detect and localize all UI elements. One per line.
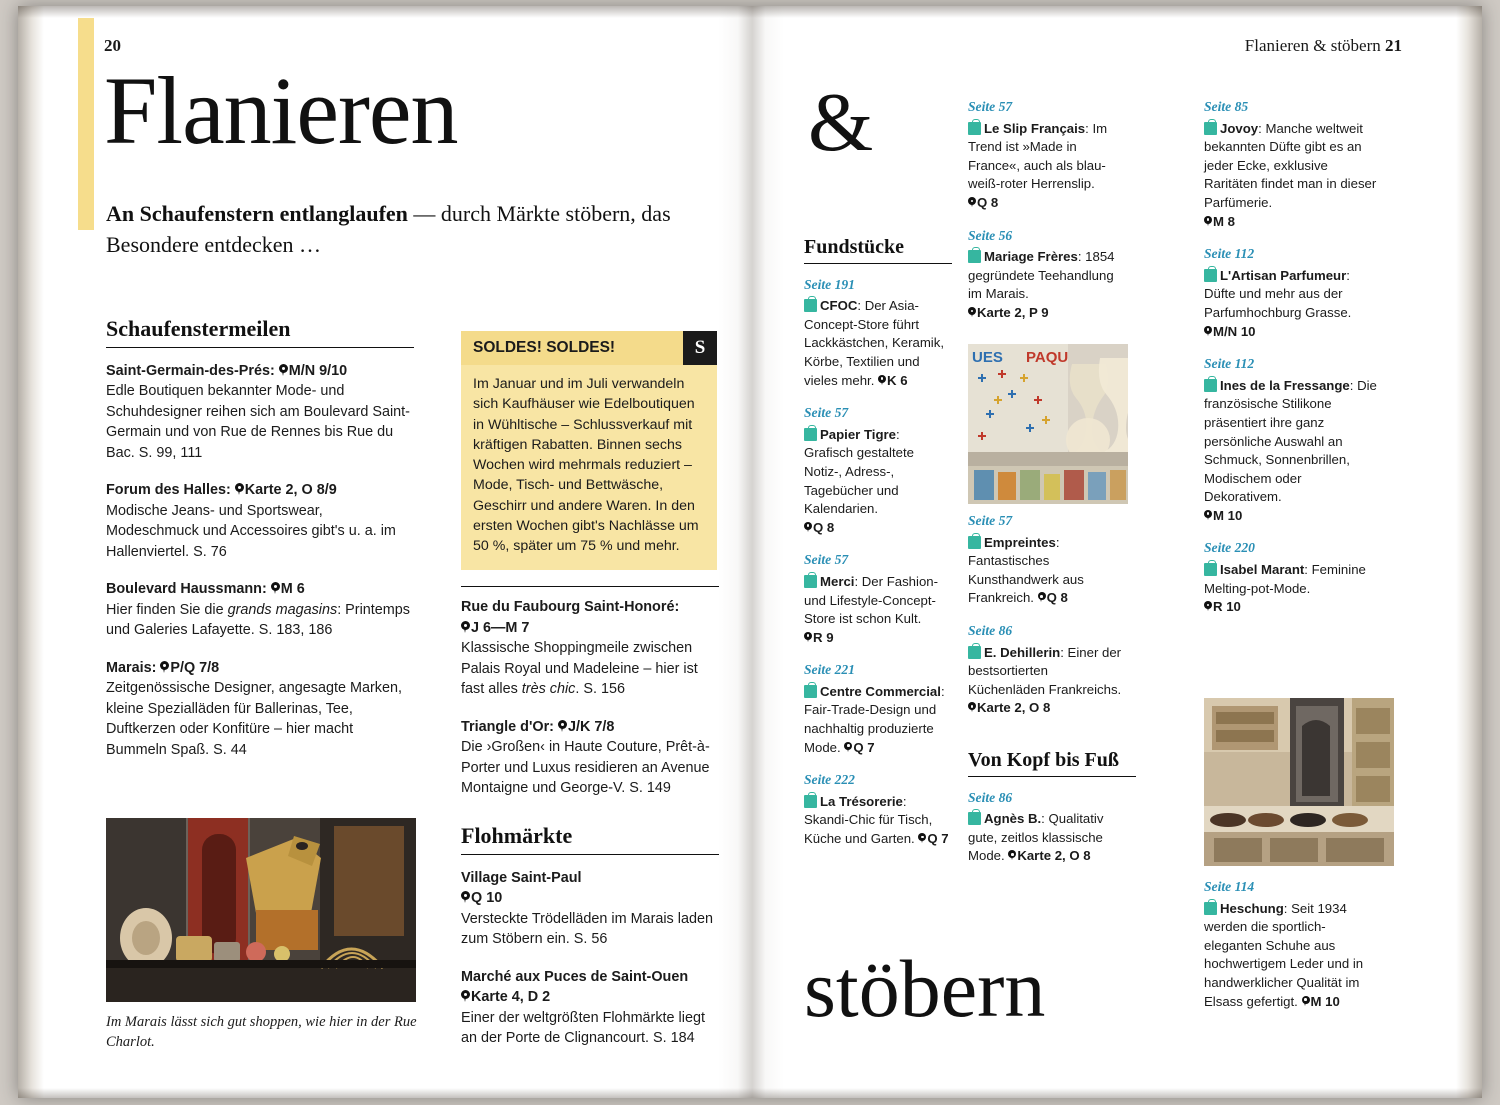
entry-village-saint-paul — [461, 868, 719, 950]
entry-code: R 10 — [1213, 599, 1241, 615]
map-pin-icon — [461, 990, 470, 1003]
photo-shop-window-glass — [968, 344, 1128, 504]
map-pin-icon — [461, 621, 470, 634]
entry-heschung — [1204, 878, 1382, 1011]
shopping-bag-icon — [804, 685, 817, 698]
entry-text: : Grafisch gestaltete Notiz-, Adress-, Tagebücher und Kalendarien. — [804, 426, 914, 517]
entry-cfoc — [804, 276, 952, 391]
page-ref: Seite 191 — [804, 276, 855, 292]
running-head-text: Flanieren & stöbern — [1244, 36, 1381, 55]
entry-centre-commercial — [804, 661, 952, 757]
page-ref: Seite 57 — [804, 552, 849, 568]
page-ref: Seite 85 — [1204, 99, 1249, 114]
map-pin-icon — [968, 702, 976, 714]
map-pin-icon — [1302, 996, 1310, 1008]
entry-saint-germain — [106, 361, 414, 464]
entry-name: Saint-Germain-des-Prés: — [106, 362, 275, 379]
shopping-bag-icon — [1204, 122, 1217, 135]
entry-marche-aux-puces — [461, 967, 719, 1049]
entry-name: Centre Commercial — [820, 683, 941, 699]
map-pin-icon — [804, 632, 812, 644]
map-pin-icon — [271, 582, 280, 595]
entry-text: : Einer der bestsortierten Küchenläden Frankreichs. — [968, 644, 1122, 697]
shopping-bag-icon — [804, 575, 817, 588]
folio-right: 21 — [1385, 36, 1402, 55]
page-ref: Seite 86 — [968, 789, 1013, 805]
entry-text: : Feminine Melting-pot-Mode. — [1204, 562, 1366, 596]
entry-name: Mariage Frères — [984, 249, 1078, 265]
entry-code: M 10 — [1310, 993, 1340, 1009]
entry-name: Boulevard Haussmann: — [106, 581, 267, 597]
map-pin-icon — [558, 720, 567, 733]
entry-text: : Im Trend ist »Made in France«, auch als blau-weiß-roter Herrenslip. — [968, 120, 1108, 192]
photo-shoe-store — [1204, 698, 1394, 866]
entry-name: CFOC — [820, 298, 858, 314]
right-column-3-cont — [1204, 878, 1382, 1025]
page-subtitle — [106, 198, 686, 260]
title-stoebern: stöbern — [804, 943, 1046, 1034]
soldes-badge: S — [683, 331, 717, 365]
entry-code: Q 7 — [853, 739, 875, 755]
entry-text: : Fair-Trade-Design und nachhaltig produzierte Mode. — [804, 683, 945, 755]
page-ref: Seite 57 — [968, 513, 1013, 528]
page-title: Flanieren — [104, 57, 458, 164]
entry-code: P/Q 7/8 — [170, 659, 220, 676]
map-pin-icon — [844, 742, 852, 754]
right-column-1 — [804, 238, 952, 863]
entry-name: Heschung — [1220, 900, 1284, 916]
svg-text:PAQU: PAQU — [1026, 349, 1069, 366]
entry-code: Karte 2, O 8 — [1017, 848, 1091, 864]
map-pin-icon — [461, 891, 470, 904]
entry-code: Q 10 — [471, 890, 503, 906]
shopping-bag-icon — [968, 646, 981, 659]
page-ref: Seite 114 — [1204, 879, 1255, 894]
entry-name: Agnès B. — [984, 811, 1042, 827]
entry-code: J 6—M 7 — [471, 619, 530, 636]
entry-lartisan-parfumeur — [1204, 245, 1382, 341]
map-pin-icon — [1204, 510, 1212, 522]
page-ref: Seite 222 — [804, 772, 855, 788]
svg-text:UES: UES — [972, 349, 1003, 366]
left-column-1 — [106, 316, 414, 777]
entry-faubourg-saint-honore — [461, 586, 719, 700]
page-ref: Seite 221 — [804, 662, 855, 678]
map-pin-icon — [968, 307, 976, 319]
running-head — [1245, 36, 1402, 56]
page-edge-left — [18, 6, 44, 1098]
entry-text: : Fantastisches Kunsthandwerk aus Frankreich. — [968, 534, 1084, 606]
shopping-bag-icon — [1204, 902, 1217, 915]
left-column-2 — [461, 586, 719, 816]
accent-bar — [78, 18, 94, 230]
top-shadow — [18, 6, 1482, 18]
page-ref: Seite 220 — [1204, 540, 1255, 556]
right-column-3 — [1204, 98, 1382, 631]
entry-code: Karte 2, O 8/9 — [244, 482, 337, 498]
entry-code: Karte 4, D 2 — [471, 989, 551, 1005]
map-pin-icon — [968, 197, 976, 209]
map-pin-icon — [1008, 850, 1016, 862]
entry-name: Ines de la Fressange — [1220, 377, 1350, 393]
map-pin-icon — [1204, 216, 1212, 228]
page-ref: Seite 86 — [968, 622, 1013, 638]
photo-caption: Im Marais lässt sich gut shoppen, wie hier in der Rue Charlot. — [106, 1014, 417, 1050]
entry-papier-tigre — [804, 404, 952, 537]
entry-merci — [804, 551, 952, 647]
entry-isabel-marant — [1204, 539, 1382, 616]
entry-name: La Trésorerie — [820, 793, 903, 809]
entry-code: M 8 — [1213, 213, 1235, 229]
entry-name: Triangle d'Or: — [461, 718, 554, 735]
section-heading-flohmaerkte: Flohmärkte — [461, 826, 719, 855]
title-ampersand: & — [808, 76, 874, 169]
page-ref: Seite 56 — [968, 227, 1013, 243]
right-column-2 — [968, 98, 1126, 337]
entry-name: Papier Tigre — [820, 426, 896, 442]
entry-text: : Manche weltweit bekannten Düfte gibt es an jeder Ecke, exklusive Raritäten findet man in dieser Parfümerie. — [1204, 120, 1377, 210]
right-column-2-cont — [968, 512, 1126, 732]
entry-name: Merci — [820, 573, 855, 589]
shopping-bag-icon — [804, 428, 817, 441]
photo-marais-shop — [106, 818, 416, 1002]
soldes-callout-box — [461, 331, 717, 570]
entry-name: Village Saint-Paul — [461, 869, 582, 886]
entry-code: Q 8 — [977, 194, 999, 210]
entry-agnes-b — [968, 789, 1136, 866]
entry-code: M 6 — [280, 581, 305, 597]
entry-code: Karte 2, P 9 — [977, 304, 1049, 320]
page-ref: Seite 57 — [968, 99, 1013, 114]
entry-name: Jovoy — [1220, 120, 1259, 136]
entry-name: Marais: — [106, 659, 157, 676]
map-pin-icon — [1204, 601, 1212, 613]
shopping-bag-icon — [1204, 563, 1217, 576]
entry-text: Versteckte Trödelläden im Marais laden zum Stöbern ein. S. 56 — [461, 910, 713, 947]
photo-marais-shop-graphic — [106, 818, 416, 1002]
soldes-header — [461, 331, 717, 365]
map-pin-icon — [160, 661, 169, 674]
page-ref: Seite 57 — [804, 405, 849, 421]
map-pin-icon — [918, 833, 926, 845]
shopping-bag-icon — [968, 536, 981, 549]
map-pin-icon — [878, 375, 886, 387]
shopping-bag-icon — [804, 299, 817, 312]
right-column-2-kopf-fuss — [968, 751, 1136, 880]
entry-name: Marché aux Puces de Saint-Ouen — [461, 968, 689, 985]
entry-triangle-dor — [461, 717, 719, 799]
entry-code: M 10 — [1213, 507, 1243, 523]
entry-empreintes — [968, 512, 1126, 608]
shopping-bag-icon — [968, 250, 981, 263]
entry-code: Q 7 — [927, 831, 949, 847]
entry-text: : 1854 gegründete Teehandlung im Marais. — [968, 249, 1115, 302]
map-pin-icon — [279, 364, 288, 377]
shopping-bag-icon — [804, 795, 817, 808]
shopping-bag-icon — [968, 122, 981, 135]
entry-name: Forum des Halles: — [106, 482, 231, 498]
photo-shoe-store-graphic — [1204, 698, 1394, 866]
map-pin-icon — [1204, 326, 1212, 338]
entry-text: Klassische Shoppingmeile zwischen Palais Royal und Madeleine – hier ist fast alles très chic. S. 156 — [461, 640, 698, 697]
entry-code: K 6 — [887, 372, 908, 388]
entry-mariage-freres — [968, 227, 1126, 323]
map-pin-icon — [1038, 592, 1046, 604]
entry-text: : Skandi-Chic für Tisch, Küche und Garten. — [804, 793, 933, 847]
soldes-body: Im Januar und im Juli verwandeln sich Kaufhäuser wie Edelboutiquen in Wühltische – Schlussverkauf mit kräftigen Rabatten. Binnen sechs Wochen wird mehrmals reduziert – Mode, Tisch- und Bettwäsche, Geschirr und andere Waren. In den ersten Wochen gibt's Nachlässe um 50 %, später um 75 % und mehr. — [473, 376, 699, 555]
entry-text: : Der Asia-Concept-Store führt Lackkästchen, Keramik, Körbe, Textilien und vieles mehr. — [804, 298, 944, 388]
entry-text: Modische Jeans- und Sportswear, Modeschmuck und Accessoires gibt's u. a. im Hallenviertel. S. 76 — [106, 502, 396, 560]
entry-name: Rue du Faubourg Saint-Honoré: — [461, 599, 680, 615]
section-heading-fundstuecke: Fundstücke — [804, 238, 952, 264]
entry-text: Die ›Großen‹ in Haute Couture, Prêt-à-Porter und Luxus residieren an Avenue Montaigne und George-V. S. 149 — [461, 739, 710, 796]
map-pin-icon — [804, 522, 812, 534]
entry-forum-des-halles — [106, 480, 414, 562]
left-column-2-flohmaerkte — [461, 823, 719, 1066]
entry-marais — [106, 658, 414, 761]
entry-text: Edle Boutiquen bekannter Mode- und Schuhdesigner reihen sich am Boulevard Saint-Germain und von Rue de Rennes bis Rue du Bac. S. 99, 111 — [106, 383, 410, 461]
entry-e-dehillerin — [968, 622, 1126, 718]
entry-ines-de-la-fressange — [1204, 355, 1382, 525]
entry-name: L'Artisan Parfumeur — [1220, 267, 1347, 283]
entry-text: : Der Fashion- und Lifestyle-Concept-Store ist schon Kult. — [804, 573, 939, 627]
entry-code: J/K 7/8 — [567, 718, 615, 735]
bottom-shadow — [18, 1088, 1482, 1098]
entry-code: Q 8 — [813, 519, 835, 535]
entry-le-slip-francais — [968, 98, 1126, 213]
entry-name: E. Dehillerin — [984, 644, 1061, 660]
folio-left: 20 — [104, 36, 121, 55]
photo-shop-window-graphic — [968, 344, 1128, 504]
entry-code: M/N 10 — [1213, 323, 1256, 339]
entry-text: : Qualitativ gute, zeitlos klassische Mode. — [968, 811, 1104, 864]
entry-text: Hier finden Sie die grands magasins: Printemps und Galeries Lafayette. S. 183, 186 — [106, 601, 410, 638]
section-heading-schaufenstermeilen: Schaufenstermeilen — [106, 319, 414, 348]
soldes-title: SOLDES! SOLDES! — [473, 339, 616, 356]
entry-text: Einer der weltgrößten Flohmärkte liegt an der Porte de Clignancourt. S. 184 — [461, 1009, 705, 1046]
entry-code: Q 8 — [1046, 590, 1068, 606]
section-heading-von-kopf-bis-fuss: Von Kopf bis Fuß — [968, 751, 1136, 777]
page-subtitle-bold: An Schaufenstern entlanglaufen — [106, 201, 408, 226]
page-edge-right — [1456, 6, 1482, 1098]
entry-text: : Seit 1934 werden die sportlich-eleganten Schuhe aus hochwertigem Leder und in handwerklicher Qualität im Elsass gefertigt. — [1204, 900, 1364, 1009]
page-ref: Seite 112 — [1204, 356, 1255, 372]
entry-name: Isabel Marant — [1220, 562, 1305, 578]
entry-name: Le Slip Français — [984, 120, 1086, 136]
page-ref: Seite 112 — [1204, 246, 1255, 262]
entry-jovoy — [1204, 98, 1382, 231]
entry-code: M/N 9/10 — [288, 362, 348, 379]
page-subtitle-rest: — durch Märkte stöbern, das Besondere entdecken … — [106, 201, 671, 257]
book-spread — [18, 6, 1482, 1098]
shopping-bag-icon — [1204, 269, 1217, 282]
entry-la-tresorerie — [804, 771, 952, 848]
entry-name: Empreintes — [984, 534, 1056, 550]
shopping-bag-icon — [968, 812, 981, 825]
entry-boulevard-haussmann — [106, 579, 414, 641]
entry-text: : Die französische Stilikone präsentiert ihre ganz persönliche Auswahl an Schmuck, Sonnenbrillen, Modischem oder Dekorativem. — [1204, 377, 1377, 505]
entry-text: Zeitgenössische Designer, angesagte Marken, kleine Spezialläden für Ballerinas, Tee, Duftkerzen oder Konfitüre – hier macht Bummeln Spaß. S. 44 — [106, 680, 402, 758]
entry-code: Karte 2, O 8 — [977, 700, 1051, 716]
shopping-bag-icon — [1204, 379, 1217, 392]
map-pin-icon — [235, 483, 244, 496]
entry-code: R 9 — [813, 629, 834, 645]
entry-text: : Düfte und mehr aus der Parfumhochburg Grasse. — [1204, 267, 1352, 320]
